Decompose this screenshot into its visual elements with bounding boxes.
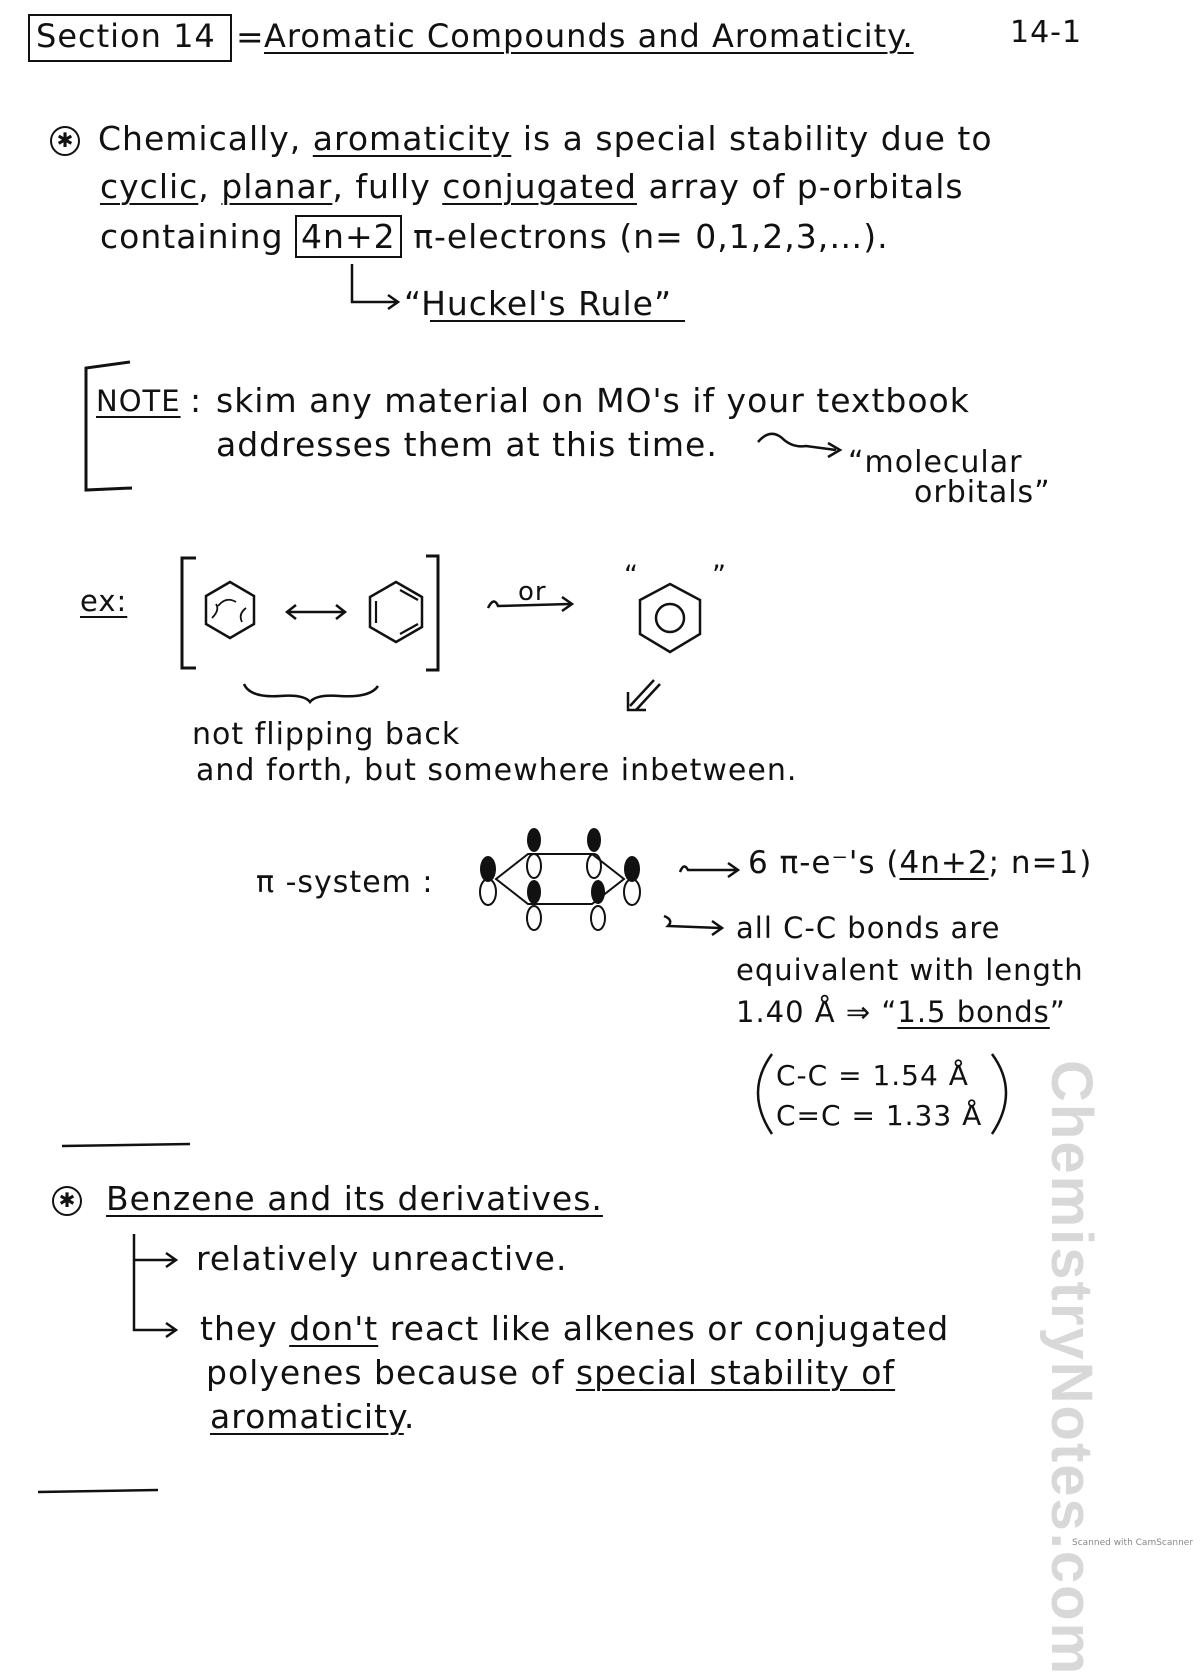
def-array: array of p-orbitals	[648, 167, 964, 206]
double-arrow-down-icon	[624, 676, 664, 716]
page-number: 14-1	[1010, 15, 1083, 50]
point2-dont: don't	[289, 1309, 379, 1348]
caption-line-2: and forth, but somewhere inbetween.	[196, 753, 798, 788]
bottom-separator-line	[36, 1486, 166, 1496]
huckel-underline	[430, 318, 690, 324]
resonance-structures	[176, 552, 456, 677]
fact2-line-2: equivalent with length	[736, 953, 1084, 987]
section-label: Section 14	[36, 17, 216, 55]
point2-polyenes: polyenes because of	[206, 1353, 565, 1392]
aside-molecular: “molecular	[848, 445, 1023, 480]
note-bracket	[70, 358, 140, 498]
pi-system-label: π -system :	[256, 865, 434, 900]
benzene-kekule-2	[370, 582, 422, 642]
benzene-point-2-line-3	[210, 1398, 415, 1436]
quote-right: ”	[712, 560, 727, 591]
term-planar: planar	[221, 167, 333, 206]
separator-line	[60, 1140, 200, 1150]
underbrace	[240, 680, 385, 704]
point2-period: .	[403, 1397, 416, 1436]
fact2-arrow-icon	[660, 912, 730, 940]
fact2-line-1: all C-C bonds are	[736, 911, 1001, 945]
fact2-bonds: 1.5 bonds	[897, 995, 1050, 1029]
note-line-2: addresses them at this time.	[216, 425, 718, 464]
bond-single: C-C = 1.54 Å	[776, 1059, 969, 1092]
def-fully: , fully	[332, 167, 431, 206]
watermark: ChemistryNotes.com	[1039, 1060, 1104, 1676]
def-comma: ,	[198, 167, 210, 206]
point2-aromaticity: aromaticity	[210, 1397, 404, 1436]
term-conjugated: conjugated	[442, 167, 637, 206]
example-label: ex:	[80, 584, 128, 618]
term-aromaticity: aromaticity	[312, 119, 512, 158]
p-orbital-lobes	[480, 828, 640, 930]
def-line-2	[100, 168, 964, 206]
term-cyclic: cyclic	[100, 167, 199, 206]
benzene-heading: Benzene and its derivatives.	[106, 1179, 603, 1218]
quote-left: “	[624, 560, 639, 591]
def-line-3	[100, 218, 889, 256]
or-arrow-icon	[484, 594, 579, 618]
caption-line-1: not flipping back	[192, 717, 461, 752]
pi-orbital-diagram	[468, 824, 653, 934]
or-label: or	[518, 577, 547, 607]
branch-arrows-icon	[128, 1230, 188, 1340]
aside-orbitals: orbitals”	[914, 475, 1051, 510]
benzene-point-2	[200, 1310, 949, 1348]
benzene-kekule-1	[206, 582, 254, 638]
fact1-count: 6 π-e⁻'s (	[748, 845, 900, 881]
def-line-1	[98, 120, 993, 158]
benzene-point-1: relatively unreactive.	[196, 1239, 568, 1278]
huckel-rule: “Huckel's Rule”	[404, 284, 673, 323]
def-pi-electrons: π-electrons (n= 0,1,2,3,…).	[413, 217, 889, 256]
point2-react: react like alkenes or conjugated	[389, 1309, 950, 1348]
def-special-stability: is a special stability due to	[522, 119, 993, 158]
fact2-line-3	[736, 996, 1066, 1029]
fact-pi-electrons	[748, 846, 1092, 882]
def-chemically: Chemically,	[98, 119, 302, 158]
note-colon: :	[190, 381, 203, 420]
def-containing: containing	[100, 217, 284, 256]
fact2-quote: ”	[1049, 995, 1066, 1029]
note-label: NOTE	[96, 384, 181, 418]
asterisk-bullet-icon: ✱	[50, 126, 80, 156]
fact1-arrow-icon	[676, 858, 746, 882]
point2-special-stability: special stability of	[575, 1353, 896, 1392]
scanner-tag: Scanned with CamScanner	[1072, 1538, 1194, 1548]
squiggle-arrow-icon	[756, 424, 846, 464]
page-title: Aromatic Compounds and Aromaticity.	[264, 17, 914, 55]
fact1-n: ; n=1)	[988, 845, 1093, 881]
benzene-point-2-line-2	[206, 1354, 895, 1392]
fact1-formula: 4n+2	[899, 845, 989, 881]
title-equals: =	[236, 17, 265, 56]
formula-4n2-box: 4n+2	[295, 215, 402, 258]
asterisk-bullet-icon: ✱	[52, 1186, 82, 1216]
bond-double: C=C = 1.33 Å	[776, 1099, 983, 1132]
note-line-1: skim any material on MO's if your textbook	[216, 381, 970, 420]
fact2-length: 1.40 Å ⇒ “	[736, 995, 898, 1029]
point2-they: they	[200, 1309, 278, 1348]
resonance-arrow-icon	[287, 605, 345, 619]
arrow-to-huckel-icon	[348, 262, 408, 312]
benzene-circle-structure	[634, 580, 714, 660]
